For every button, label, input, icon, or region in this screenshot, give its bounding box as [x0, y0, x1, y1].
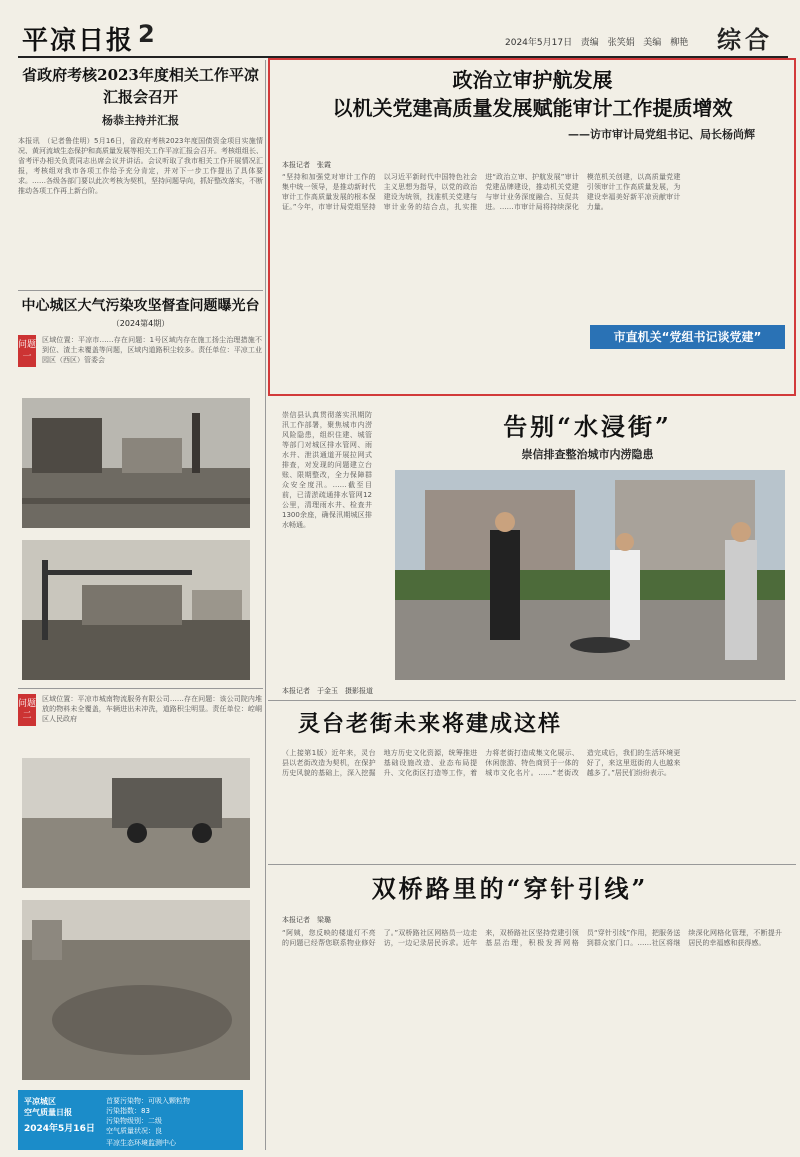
- header-editor: 责编 张笑娟: [580, 38, 635, 48]
- divider: [268, 700, 796, 701]
- issue-two-tag: 问题二: [18, 694, 36, 726]
- article-shuangqiao-body: “阿姨，您反映的楼道灯不亮的问题已经帮您联系物业修好了。”双桥路社区网格员一边走访，一边记录居民诉求。近年来，双桥路社区坚持党建引领基层治理，积极发挥网格员“穿针引线”作用，把服务送到群众家门口。……社区将继续深化网格化管理，不断提升居民的幸福感和获得感。: [282, 929, 782, 947]
- issue-one-photo-2: [22, 540, 250, 680]
- issue-two-photo-2: [22, 900, 250, 1080]
- factory-photo-1: [22, 398, 250, 528]
- yard-photo-2: [22, 900, 250, 1080]
- article-pollution-title: 中心城区大气污染攻坚督查问题曝光台: [21, 298, 260, 314]
- aqi-item: 首要污染物：可吸入颗粒物: [106, 1097, 190, 1105]
- header-designer: 美编 柳艳: [643, 38, 689, 48]
- aqi-footer: 平凉生态环境监测中心: [106, 1139, 176, 1147]
- article-oldstreet-body: （上接第1版）近年来，灵台县以老街改造为契机，在保护历史风貌的基础上，深入挖掘地方历史文化资源，统筹推进基础设施改造、业态布局提升、文化街区打造等工作，着力将老街打造成集文化展示、休闲旅游、特色商贸于一体的城市文化名片。……“老街改造完成后，我们的生活环境更好了，来这里逛街的人也越来越多了。”居民们纷纷表示。: [282, 749, 681, 777]
- inspection-photo: [395, 470, 785, 680]
- aqi-item: 污染物级别：二级: [106, 1117, 162, 1125]
- yard-photo-1: [22, 758, 250, 888]
- air-quality-box: [18, 1090, 243, 1150]
- header-meta: [505, 35, 688, 48]
- article-flood-subtitle: 崇信排查整治城市内涝隐患: [521, 448, 654, 461]
- article-audit-byline: 本报记者 张霞: [282, 161, 331, 169]
- aqi-date: 2024年5月16日: [24, 1124, 95, 1134]
- article-flood-byline: 本报记者 于金玉 摄影报道: [282, 687, 373, 695]
- divider: [268, 864, 796, 865]
- article-shuangqiao-byline: 本报记者 梁璐: [282, 916, 331, 924]
- article-pollution: [18, 296, 263, 329]
- article-assessment-title: 省政府考核2023年度相关工作平凉汇报会召开: [22, 66, 259, 106]
- article-audit-header: [280, 66, 785, 142]
- header-date: 2024年5月17日: [505, 38, 573, 48]
- issue-one-body: 区域位置：平凉市……存在问题：1号区域内存在施工扬尘治理措施不到位、渣土未覆盖等问题，区域内道路积尘较多。责任单位：平凉工业园区（西区）管委会: [42, 336, 262, 364]
- section-name: 综合: [717, 26, 773, 54]
- divider: [18, 688, 263, 689]
- issue-one-tag: 问题一: [18, 335, 36, 367]
- article-flood-body: 崇信县认真贯彻落实汛期防汛工作部署，聚焦城市内涝风险隐患，组织住建、城管等部门对城区排水管网、雨水井、泄洪通道开展拉网式排查，对发现的问题建立台账、限期整改，全力保障群众安全度汛。……截至目前，已清淤疏通排水管网12公里，清理雨水井、检查井1300余座，确保汛期城区排水畅通。: [282, 411, 372, 529]
- factory-photo-2: [22, 540, 250, 680]
- aqi-title: [24, 1096, 95, 1135]
- article-shuangqiao-title: 双桥路里的“穿针引线”: [371, 874, 649, 903]
- article-assessment: [18, 64, 263, 286]
- page-number: 2: [138, 20, 155, 48]
- column-label: 市直机关“党组书记谈党建”: [590, 325, 785, 349]
- article-oldstreet-title: 灵台老街未来将建成这样: [297, 711, 562, 737]
- article-audit-body: “坚持和加强党对审计工作的集中统一领导，是推动新时代审计工作高质量发展的根本保证。”今年，市审计局党组坚持以习近平新时代中国特色社会主义思想为指导，以党的政治建设为统领，找准机关党建与审计业务的结合点，扎实推进“政治立审、护航发展”审计党建品牌建设，推动机关党建与审计业务深度融合、互促共进。……市审计局将持续深化模范机关创建，以高质量党建引领审计工作高质量发展，为建设幸福美好新平凉贡献审计力量。: [282, 173, 681, 211]
- aqi-title-line1: 平凉城区: [24, 1097, 56, 1106]
- masthead: 平凉日报: [22, 26, 135, 56]
- column-divider: [265, 60, 266, 1150]
- article-assessment-body: 本报讯 （记者鲁佳明）5月16日，省政府考核2023年度国债资金项目实施情况、黄河流域生态保护和高质量发展等相关工作平凉汇报会召开。考核组组长、省考评办相关负责同志出席会议并讲话。会议听取了我市相关工作开展情况汇报，考核组对我市各项工作给予充分肯定，并对下一步工作提出了具体要求。……各级各部门要以此次考核为契机，坚持问题导向，抓好整改落实，不断推动各项工作再上新台阶。: [18, 137, 263, 195]
- page-header: [0, 0, 800, 58]
- article-assessment-subtitle: 杨恭主持并汇报: [102, 114, 179, 127]
- article-shuangqiao-header: [300, 872, 720, 906]
- aqi-title-line2: 空气质量日报: [24, 1108, 72, 1117]
- article-pollution-subtitle: （2024第4期）: [111, 319, 170, 328]
- article-audit-subtitle: ——访市审计局党组书记、局长杨尚辉: [568, 128, 755, 141]
- article-flood-title: 告别“水浸街”: [503, 412, 672, 441]
- article-audit-title-2: 以机关党建高质量发展赋能审计工作提质增效: [332, 96, 733, 120]
- divider: [18, 290, 263, 291]
- aqi-item: 空气质量状况：良: [106, 1127, 162, 1135]
- article-flood-photo: [395, 470, 785, 680]
- aqi-items: [106, 1096, 190, 1148]
- aqi-item: 污染指数：83: [106, 1107, 150, 1115]
- article-flood-header: [385, 410, 790, 462]
- article-oldstreet-header: [270, 708, 590, 740]
- issue-two-photo-1: [22, 758, 250, 888]
- issue-one-photo-1: [22, 398, 250, 528]
- article-audit-title-1: 政治立审护航发展: [452, 68, 613, 92]
- issue-two-body: 区域位置：平凉市城南物流服务有限公司……存在问题：该公司院内堆放的物料未全覆盖，车辆进出未冲洗，道路积尘明显。责任单位：崆峒区人民政府: [42, 695, 262, 723]
